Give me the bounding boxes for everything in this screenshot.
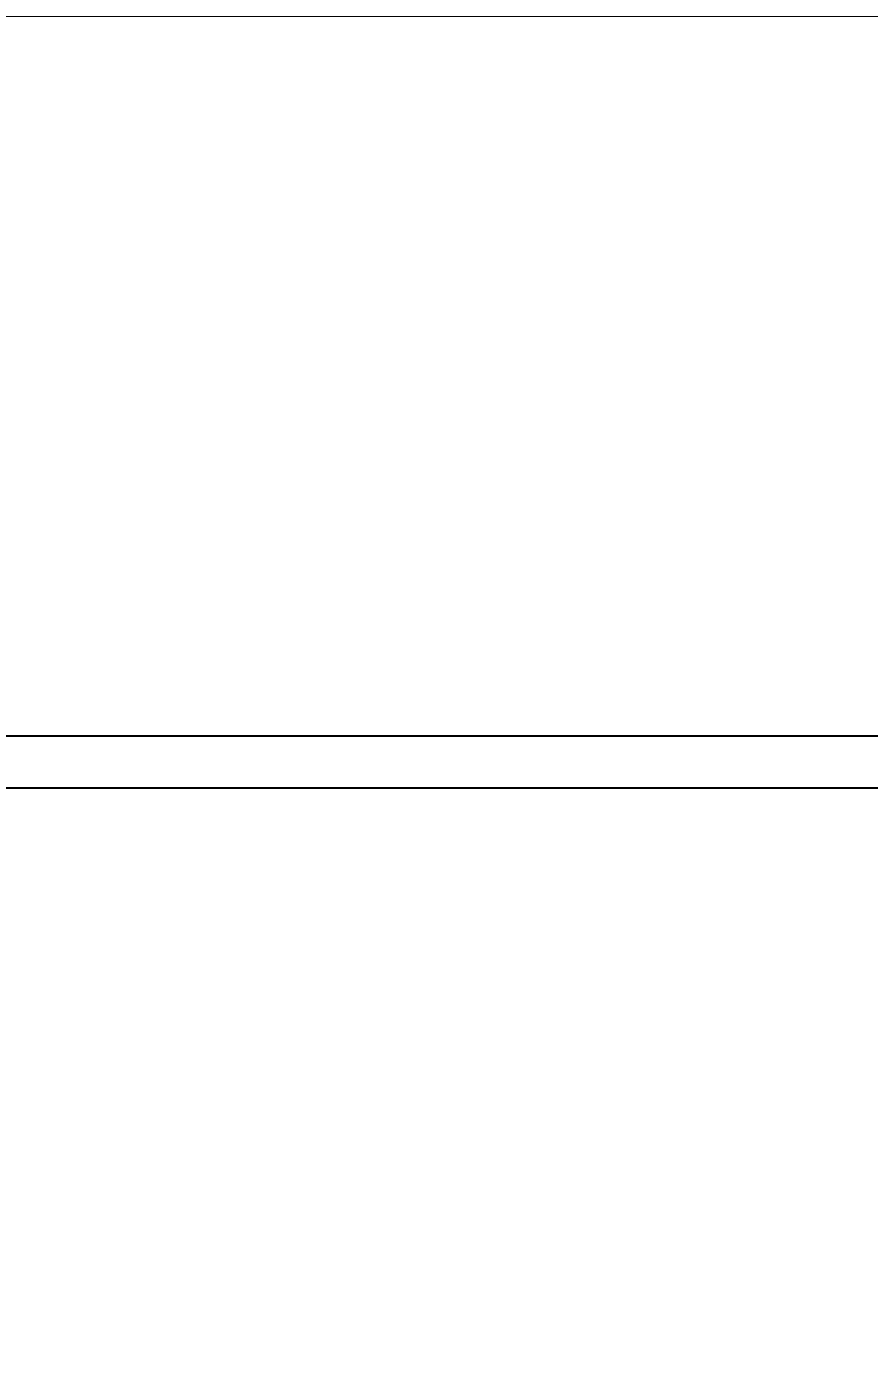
masthead xyxy=(6,2,878,17)
home-service-guide-banner xyxy=(6,735,878,789)
help-wanted-section xyxy=(6,20,878,730)
service-guide-section xyxy=(6,790,878,1390)
